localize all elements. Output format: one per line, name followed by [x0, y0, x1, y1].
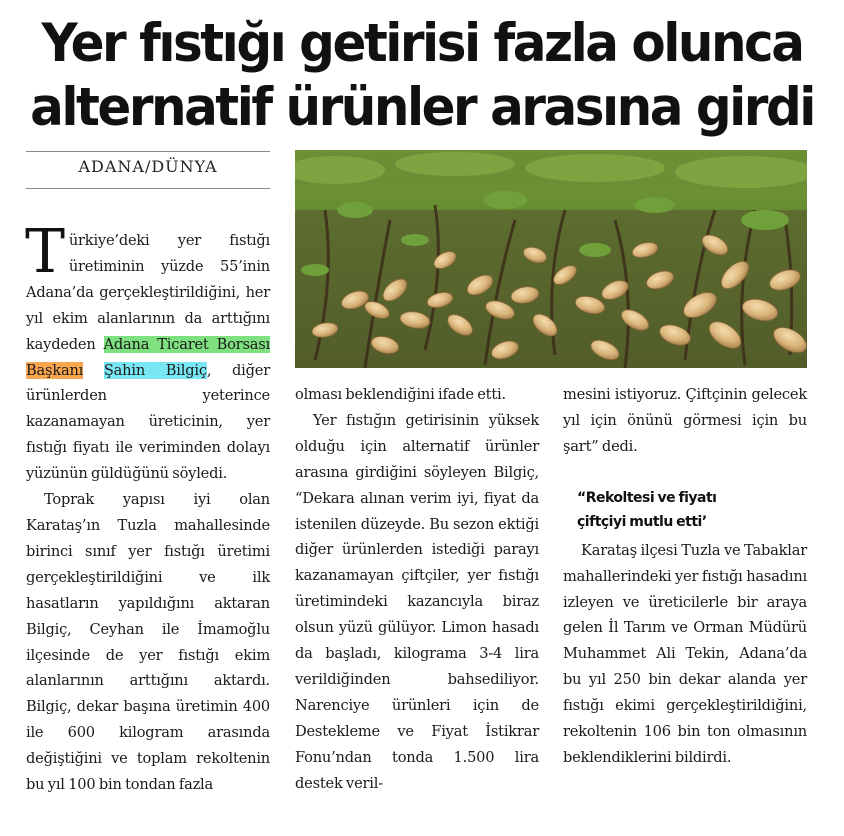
highlight-adana-ticaret-borsasi: Adana Ticaret Borsası: [103, 335, 270, 353]
paragraph-1: [25, 217, 270, 487]
subheading: [577, 486, 807, 534]
paragraph-6: Karataş ilçesi Tuzla ve Tabaklar mahallerindeki yer fıstığı hasadını izleyen ve üreticilerle bir araya gelen İl Tarım ve Orman Müdürü Muhammet Ali Tekin, Adana’da bu yıl 250 bin dekar alanda yer fıstığı ekimi gerçekleştirildiğini, rekoltenin 106 bin ton olmasının beklendiklerini bildirdi.: [563, 541, 807, 766]
byline: ADANA/DÜNYA: [78, 157, 218, 176]
paragraph-4: Yer fıstığın getirisinin yüksek olduğu için alternatif ürünler arasına girdiğini söyleyen Bilgiç, “Dekara alınan verim iyi, fiyat da istenilen düzeyde. Bu sezon ektiği diğer ürünlerden istediği parayı kazanamayan çiftçiler, yer fıstığı üretimindeki kazancıyla biraz olsun yüzü gülüyor. Limon hasadı da başladı, kilograma 3-4 lira verildiğinden bahsediliyor. Narenciye ürünleri için de Destekleme ve Fiyat İstikrar Fonu’ndan tonda 1.500 lira destek veril-: [295, 411, 539, 792]
paragraph-3: olması beklendiğini ifade etti.: [295, 386, 506, 403]
paragraph-1-end: , diğer ürünlerden yeterince kazanamayan üreticinin, yer fıstığı fiyatı ile veriminden dolayı yüzünün güldüğünü söyledi.: [26, 361, 270, 483]
headline-line-2: alternatif ürünler arasına girdi: [30, 76, 814, 138]
paragraph-1-start: ürkiye’deki yer fıstığı üretiminin yüzde 55’inin Adana’da gerçekleştirildiğini, her yıl ekim alanlarının da arttığını kaydeden: [26, 232, 270, 353]
highlight-sahin-bilgic: Şahin Bilgiç: [103, 361, 207, 379]
paragraph-5: mesini istiyoruz. Çiftçinin gelecek yıl için önünü görmesi için bu şart” dedi.: [563, 386, 807, 455]
byline-rule-top: [26, 151, 270, 152]
article-column-1: [25, 217, 270, 798]
headline-line-1: Yer fıstığı getirisi fazla olunca: [41, 12, 803, 74]
article-column-2: [295, 382, 539, 797]
subheading-line-2: çiftçiyi mutlu etti’: [577, 513, 707, 530]
drop-cap: T: [25, 217, 65, 287]
highlight-baskani: Başkanı: [26, 361, 84, 379]
subheading-line-1: “Rekoltesi ve fiyatı: [577, 489, 717, 506]
peanut-harvest-photo: [295, 150, 807, 368]
article-column-3: [563, 382, 807, 771]
byline-rule-bottom: [26, 188, 270, 189]
paragraph-2: Toprak yapısı iyi olan Karataş’ın Tuzla mahallesinde birinci sınıf yer fıstığı üretimi gerçekleştirildiğini ve ilk hasatların yapıldığını aktaran Bilgiç, Ceyhan ile İmamoğlu ilçesinde de yer fıstığı ekim alanlarının arttığını aktardı. Bilgiç, dekar başına üretimin 400 ile 600 kilogram arasında değiştiğini ve toplam rekoltenin bu yıl 100 bin tondan fazla: [26, 491, 270, 794]
